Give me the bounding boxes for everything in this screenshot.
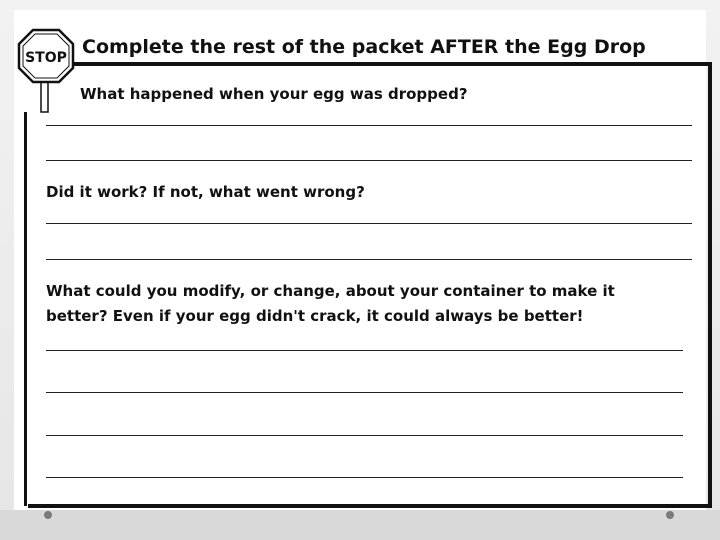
slide-bottom-bar [0, 510, 720, 540]
stop-sign-icon [16, 26, 76, 116]
answer-line[interactable] [46, 435, 683, 436]
page-title: Complete the rest of the packet AFTER the Egg Drop [82, 36, 646, 58]
question-3-line-2: better? Even if your egg didn't crack, it could always be better! [46, 307, 584, 325]
answer-line[interactable] [46, 223, 692, 224]
right-bullet-dot [666, 511, 674, 519]
stop-sign-text: STOP [25, 50, 67, 66]
question-1: What happened when your egg was dropped? [80, 85, 468, 103]
answer-line[interactable] [46, 392, 683, 393]
answer-line[interactable] [46, 350, 683, 351]
answer-line[interactable] [46, 259, 692, 260]
worksheet-left-rule [24, 112, 27, 506]
answer-line[interactable] [46, 125, 692, 126]
left-bullet-dot [44, 511, 52, 519]
answer-line[interactable] [46, 477, 683, 478]
answer-line[interactable] [46, 160, 692, 161]
question-2: Did it work? If not, what went wrong? [46, 183, 365, 201]
question-3-line-1: What could you modify, or change, about your container to make it [46, 282, 615, 300]
